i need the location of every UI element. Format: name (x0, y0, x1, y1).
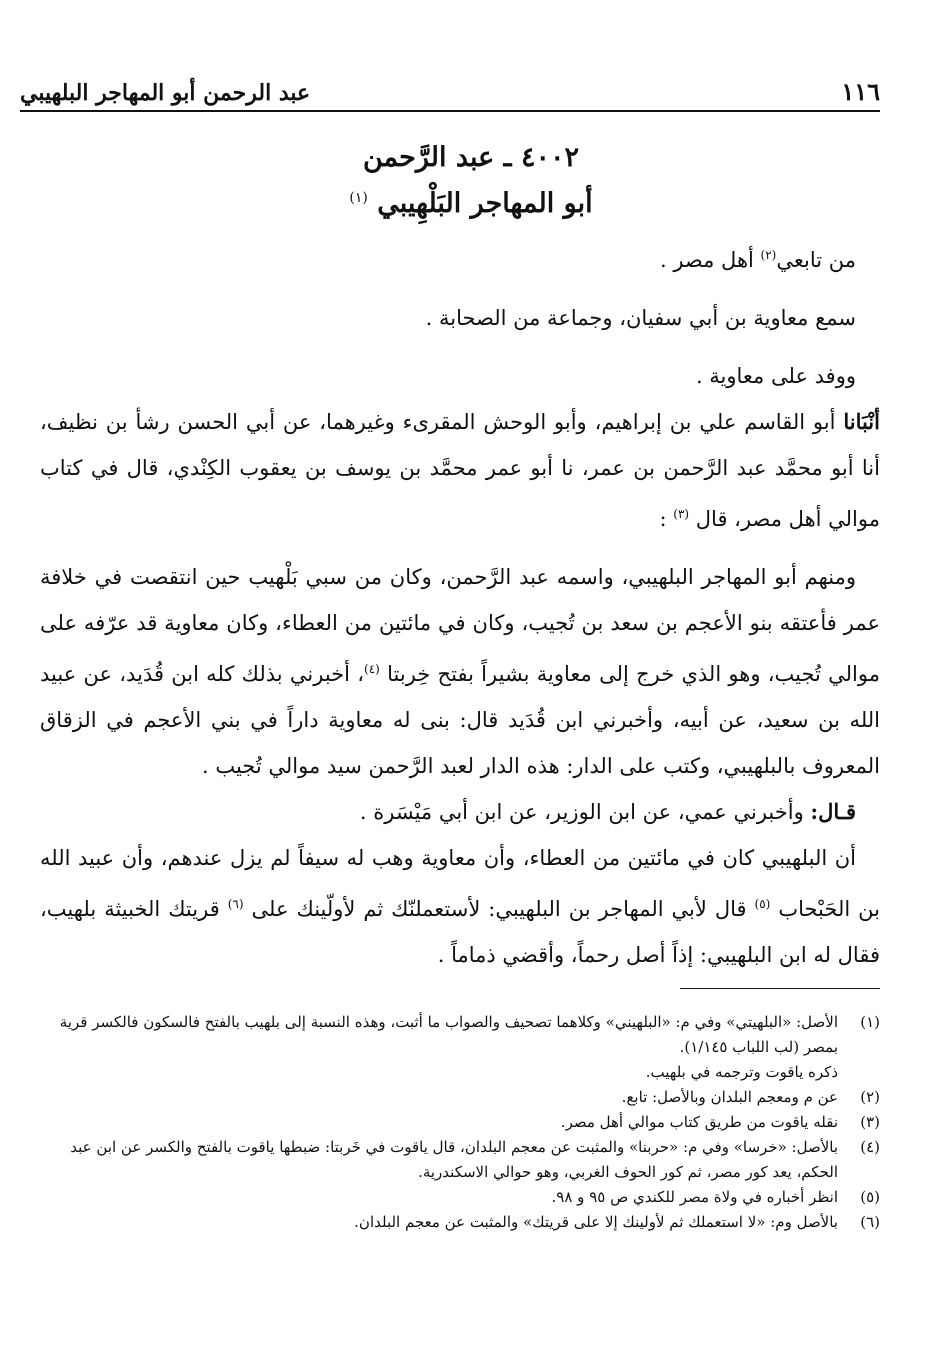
p4-lead: أنْبَانا (843, 409, 880, 434)
footnote-3 (40, 1110, 880, 1135)
page-header (20, 68, 880, 106)
entry-title-line1: ٤٠٠٢ ـ عبد الرَّحمن (362, 142, 580, 173)
p5-text-b: ، أخبرني بذلك كله ابن قُدَيد، عن عبيد الله بن سعيد، عن أبيه، وأخبرني ابن قُدَيد قال: بنى له معاوية داراً في بني الأعجم في الزقاق المعروف بالبلهيبي، وكتب على الدار: هذه الدار لعبد الرَّحمن سيد موالي تُجيب . (40, 662, 880, 778)
footnote-2 (40, 1085, 880, 1110)
p6-text: وأخبرني عمي، عن ابن الوزير، عن ابن أبي مَيْسَرة . (359, 800, 811, 824)
footnote-ref-4: (٤) (364, 662, 380, 676)
footnote-ref-6: (٦) (227, 897, 244, 911)
paragraph-4 (40, 399, 880, 542)
p6-lead: قـال: (810, 799, 856, 824)
footnote-text: الأصل: «البلهيتي» وفي م: «البلهيني» وكلاهما تصحيف والصواب ما أثبت، وهذه النسبة إلى بلهيب بالفتح فالسكون فالكسر قرية بمصر (لب اللباب ١/١٤٥). (59, 1013, 838, 1056)
body-text (40, 232, 880, 978)
footnote-number: (٢) (860, 1088, 880, 1106)
footnote-text: بالأصل وم: «لا استعملك ثم لأولينك إلا على قريتك» والمثبت عن معجم البلدان. (354, 1213, 838, 1231)
paragraph-5 (40, 554, 880, 789)
p5-text-a: ومنهم أبو المهاجر البلهيبي، واسمه عبد الرَّحمن، وكان من سبي بَلْهيب حين انتقصت في خلافة عمر فأعتقه بنو الأعجم بن سعد بن تُجيب، وكان في مائتين من العطاء، وكان معاوية قد عرّفه على موالي تُجيب، وهو الذي خرج إلى معاوية بشيراً بفتح خِربتا (40, 565, 880, 686)
paragraph-1 (40, 232, 880, 283)
footnote-number: (٣) (860, 1113, 880, 1131)
p4-text: أبو القاسم علي بن إبراهيم، وأبو الوحش المقرىء وغيرهما، عن أبي الحسن رشأ بن نظيف، أنا أبو محمَّد عبد الرَّحمن بن عمر، نا أبو عمر محمَّد بن يوسف بن يعقوب الكِنْدي، قال في كتاب موالي أهل مصر، قال (40, 410, 880, 531)
p7-text-c: قريتك الخبيثة بلهيب، فقال له ابن البلهيبي: إذاً أصل رحماً، وأقضي ذماماً . (40, 897, 880, 967)
entry-title (0, 138, 942, 224)
footnotes (40, 1010, 880, 1235)
footnote-1 (40, 1010, 880, 1060)
page-number: ١١٦ (841, 77, 880, 106)
footnote-ref-5: (٥) (754, 897, 771, 911)
p4-tail: : (659, 507, 674, 531)
entry-title-name: أبو المهاجر البَلْهِيبي (377, 188, 593, 219)
p1-tail: أهل مصر . (659, 248, 761, 272)
footnote-ref-2: (٢) (760, 248, 777, 262)
footnote-ref-1: (١) (349, 190, 368, 206)
footnote-4 (40, 1135, 880, 1185)
footnote-rule (680, 988, 880, 989)
p1-text: من تابعي (776, 248, 856, 272)
header-rule (20, 110, 880, 112)
footnote-1-continued: ذكره ياقوت وترجمه في بلهيب. (645, 1063, 838, 1081)
paragraph-6 (40, 789, 880, 835)
entry-title-line2 (0, 178, 942, 224)
footnote-text: عن م ومعجم البلدان وبالأصل: تابع. (621, 1088, 838, 1106)
footnote-text: نقله ياقوت من طريق كتاب موالي أهل مصر. (560, 1113, 838, 1131)
footnote-ref-3: (٣) (673, 507, 690, 521)
paragraph-7 (40, 835, 880, 978)
footnote-number: (٤) (860, 1138, 880, 1156)
p7-text-a: أن البلهيبي كان في مائتين من العطاء، وأن معاوية وهب له سيفاً لم يزل عندهم، وأن عبيد الله بن الحَبْحاب (40, 846, 880, 921)
running-title: عبد الرحمن أبو المهاجر البلهيبي (20, 80, 311, 106)
footnote-number: (١) (860, 1013, 880, 1031)
paragraph-2: سمع معاوية بن أبي سفيان، وجماعة من الصحابة . (425, 306, 856, 330)
footnote-text: بالأصل: «خرسا» وفي م: «حربنا» والمثبت عن معجم البلدان، قال ياقوت في خَربتا: ضبطها ياقوت بالفتح والكسر عن ابن عبد الحكم، يعد كور مصر، ثم كور الحوف الغربي، وهو حوالي الاسكندرية. (70, 1138, 838, 1181)
paragraph-3: ووفد على معاوية . (695, 364, 856, 388)
footnote-number: (٦) (860, 1213, 880, 1231)
footnote-text: انظر أخباره في ولاة مصر للكندي ص ٩٥ و ٩٨. (551, 1188, 838, 1206)
p7-text-b: قال لأبي المهاجر بن البلهيبي: لأستعملنّك ثم لأولّينك على (251, 897, 755, 921)
footnote-6 (40, 1210, 880, 1235)
footnote-5 (40, 1185, 880, 1210)
footnote-number: (٥) (860, 1188, 880, 1206)
